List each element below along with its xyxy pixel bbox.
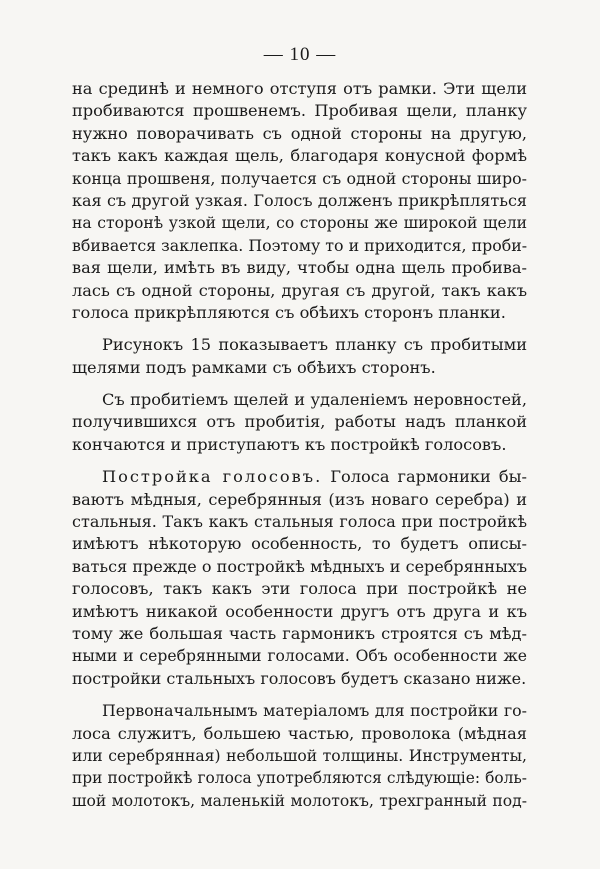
text-line: Съ пробитіемъ щелей и удаленіемъ неровностей,	[102, 390, 527, 410]
text-line: голоса прикрѣпляются съ обѣихъ сторонъ планки.	[72, 302, 506, 322]
text-line: вая щели, имѣть въ виду, чтобы одна щель пробива-	[72, 258, 527, 278]
text-line: постройки стальныхъ голосовъ будетъ сказано ниже.	[72, 668, 527, 688]
text-line: конца прошвеня, получается съ одной стороны широ-	[72, 168, 527, 188]
text-line: нужно поворачивать съ одной стороны на другую,	[72, 123, 527, 143]
text-line: лась съ одной стороны, другая съ другой, такъ какъ	[72, 280, 527, 300]
text-line: лоса служитъ, большею частью, проволока (мѣдная	[72, 723, 527, 743]
text-line: или серебрянная) небольшой толщины. Инструменты,	[72, 746, 527, 765]
text-line: имѣютъ никакой особенности другъ отъ друга и къ	[72, 601, 527, 621]
text-line: ваютъ мѣдныя, серебрянныя (изъ новаго серебра) и	[72, 489, 527, 509]
text-line: щелями подъ рамками съ обѣихъ сторонъ.	[72, 357, 436, 377]
body-text	[72, 78, 527, 822]
text-line: Первоначальнымъ матеріаломъ для постройки го-	[102, 701, 527, 721]
text-line: имѣютъ нѣкоторую особенность, то будетъ описы-	[72, 534, 527, 554]
text-line: пробиваются прошвенемъ. Пробивая щели, планку	[72, 101, 527, 121]
text-line: получившихся отъ пробитія, работы надъ планкой	[72, 412, 527, 432]
text-line: шой молотокъ, маленькій молотокъ, трехгранный под-	[72, 791, 527, 810]
text-line: при постройкѣ голоса употребляются слѣдующіе: боль-	[72, 769, 527, 788]
text-line: такъ какъ каждая щель, благодаря конусной формѣ	[72, 146, 527, 166]
paragraph-2	[72, 334, 527, 379]
section-heading: Постройка голосовъ.	[102, 467, 323, 487]
text-line: ными и серебрянными голосами. Объ особенности же	[72, 647, 527, 666]
text-line-fragment: Голоса гармоники бы-	[330, 467, 527, 487]
text-line	[72, 466, 527, 488]
paragraph-3	[72, 389, 527, 456]
text-line: вбивается заклепка. Поэтому то и приходится, проби-	[72, 235, 528, 255]
page-number: — 10 —	[263, 44, 337, 65]
text-line: кончаются и приступаютъ къ постройкѣ голосовъ.	[72, 434, 507, 454]
paragraph-5	[72, 700, 527, 812]
text-line: ваться прежде о постройкѣ мѣдныхъ и серебрянныхъ	[72, 556, 527, 576]
text-line: на срединѣ и немного отступя отъ рамки. Эти щели	[72, 79, 527, 98]
text-line: кая съ другой узкая. Голосъ долженъ прикрѣпляться	[72, 190, 527, 210]
text-line: Рисунокъ 15 показываетъ планку съ пробитыми	[102, 335, 527, 355]
text-line: тому же большая часть гармоникъ строятся съ мѣд-	[72, 623, 527, 643]
text-line: стальныя. Такъ какъ стальныя голоса при постройкѣ	[72, 512, 527, 532]
paragraph-4	[72, 466, 527, 690]
text-line: на сторонѣ узкой щели, со стороны же широкой щели	[72, 214, 527, 233]
text-line: голосовъ, такъ какъ эти голоса при постройкѣ не	[72, 579, 527, 599]
paragraph-1	[72, 78, 527, 324]
